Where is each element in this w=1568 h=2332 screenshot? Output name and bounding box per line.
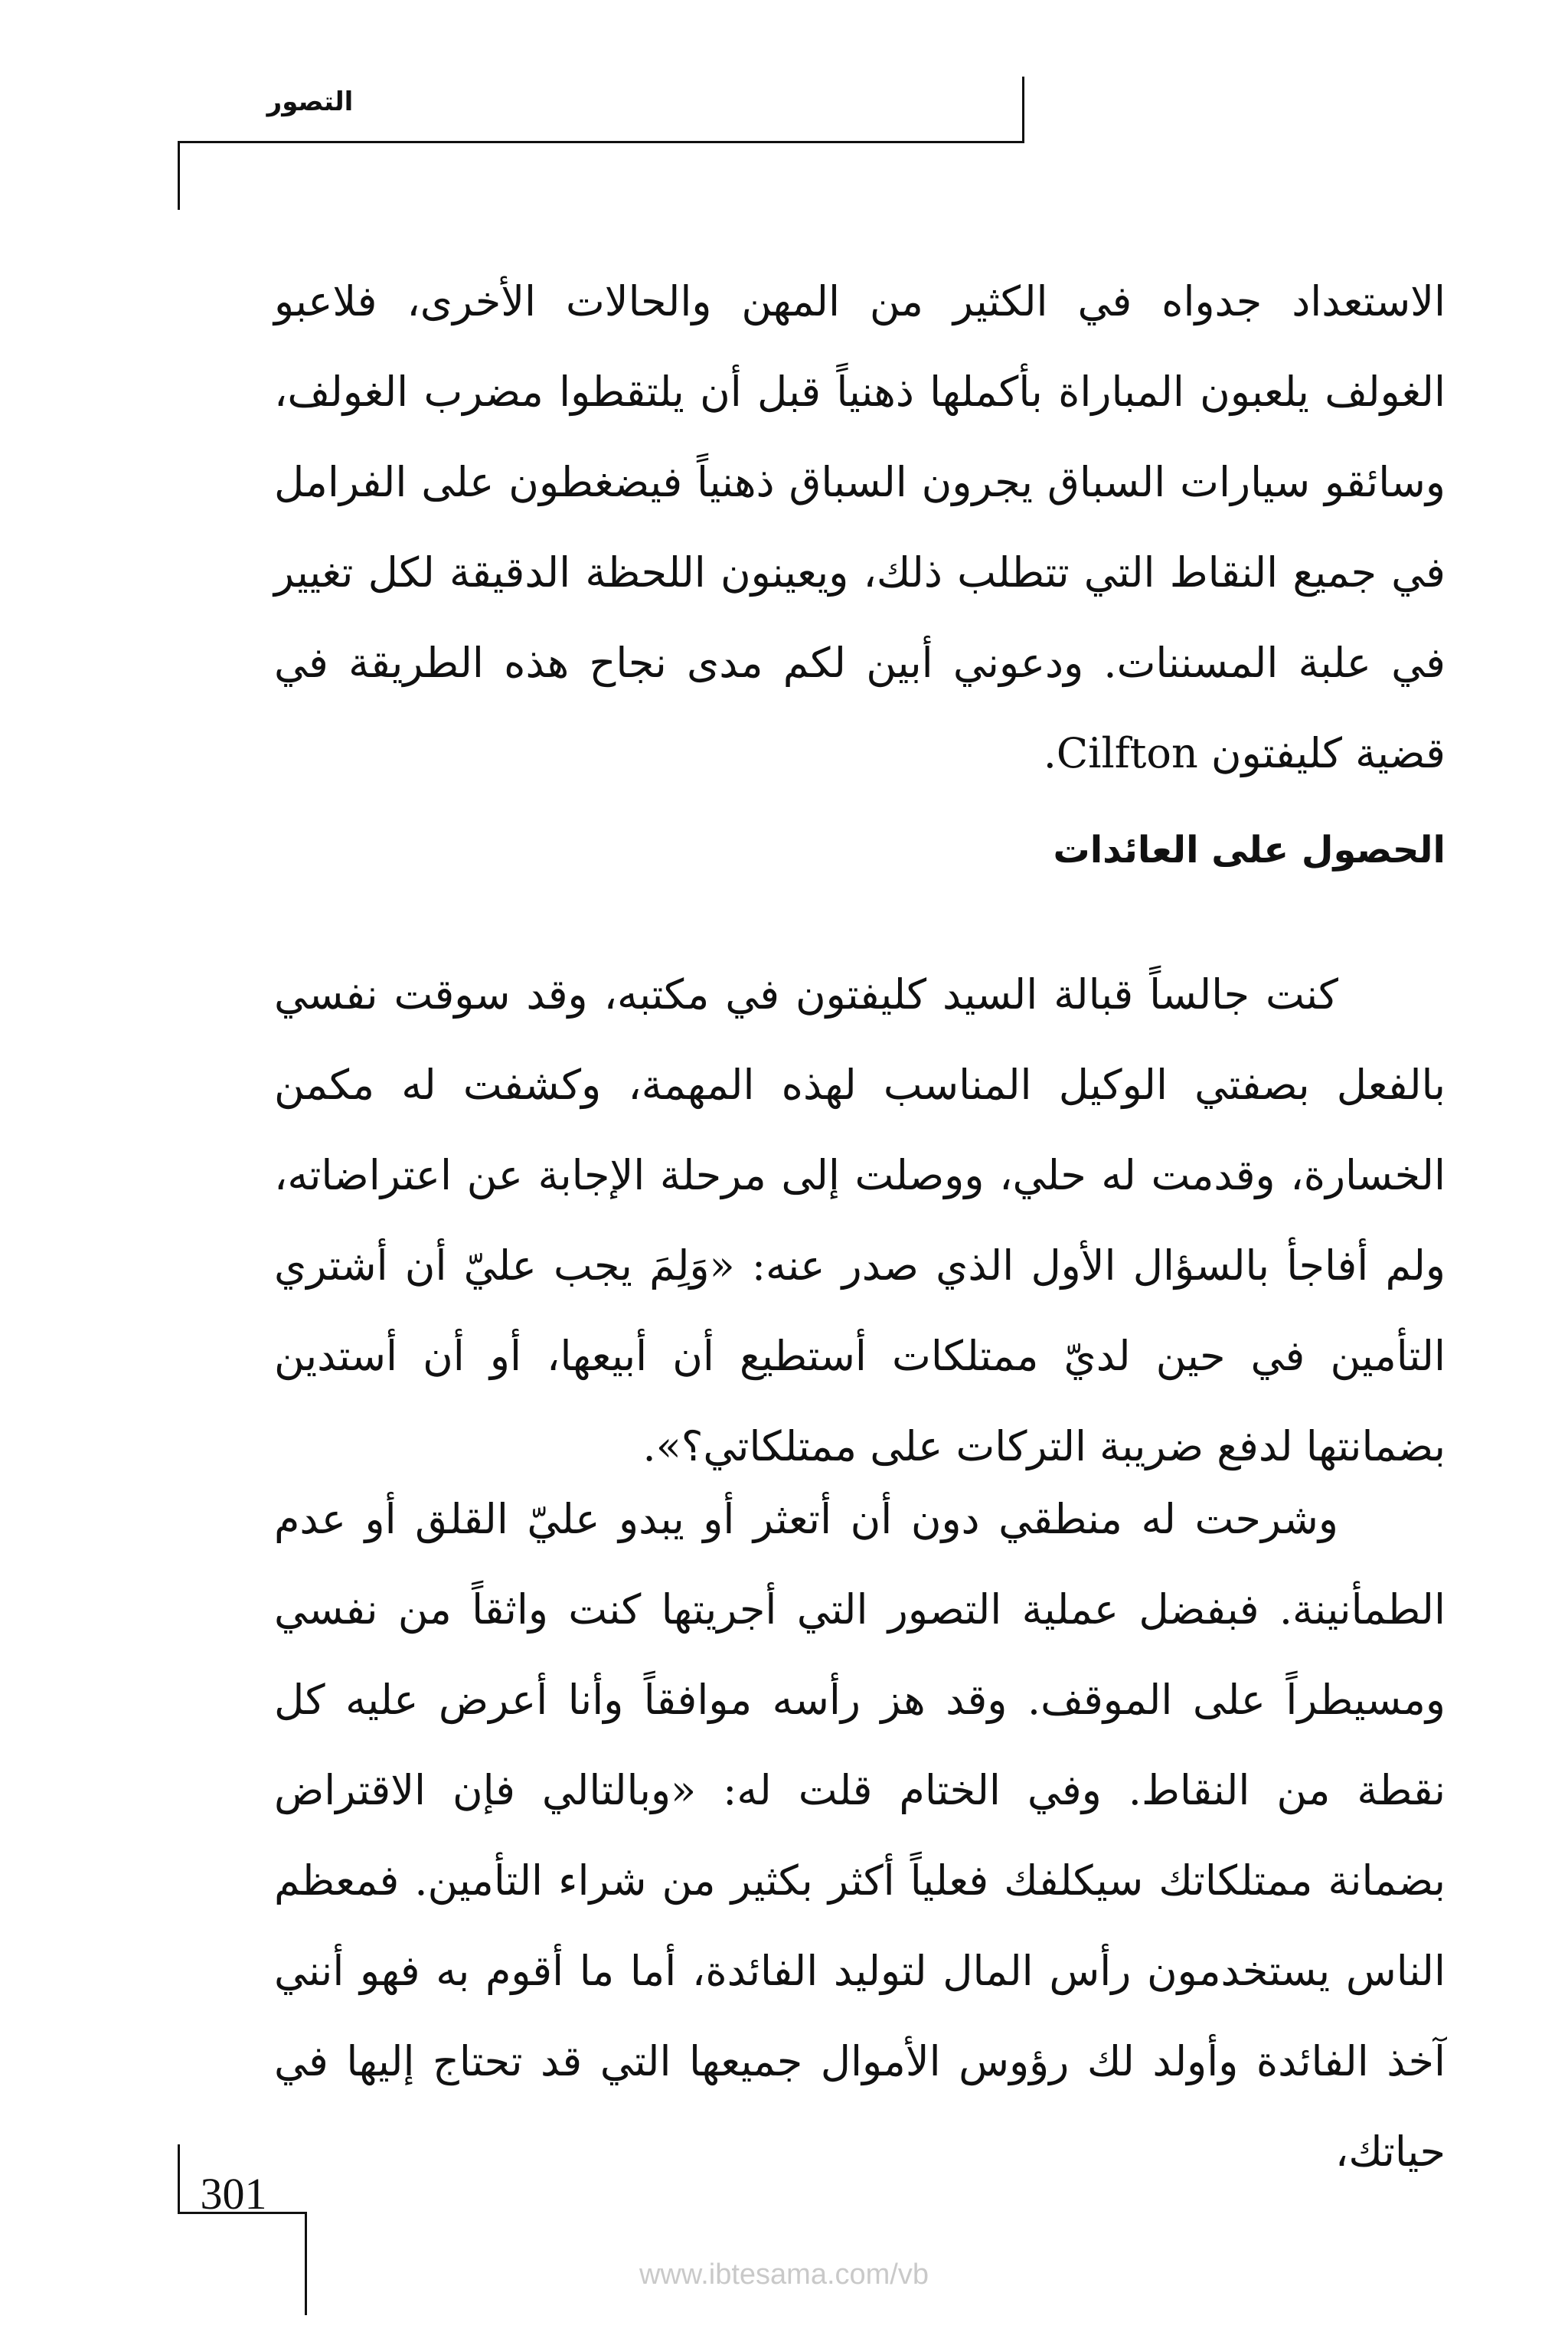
- section-heading: الحصول على العائدات: [1053, 829, 1446, 872]
- body-paragraph: كنت جالساً قبالة السيد كليفتون في مكتبه، وقد سوقت نفسي بالفعل بصفتي الوكيل المناسب لهذه المهمة، وكشفت له مكمن الخسارة، وقدمت له حلي، ووصلت إلى مرحلة الإجابة عن اعتراضاته، ولم أفاجأ بالسؤال الأول الذي صدر عنه: «وَلِمَ يجب عليّ أن أشتري التأمين في حين لديّ ممتلكات أستطيع أن أبيعها، أو أن أستدين بضمانتها لدفع ضريبة التركات على ممتلكاتي؟».: [274, 970, 1446, 1470]
- header-rule: [178, 141, 1024, 143]
- header-rule-right-tick: [1022, 77, 1024, 143]
- watermark-url: www.ibtesama.com/vb: [639, 2258, 929, 2291]
- section-paragraph-block-1: [274, 950, 1446, 1492]
- header-rule-left-tick: [178, 141, 180, 210]
- page-number: 301: [200, 2169, 267, 2219]
- intro-paragraph: الاستعداد جدواه في الكثير من المهن والحالات الأخرى، فلاعبو الغولف يلعبون المباراة بأكملها ذهنياً قبل أن يلتقطوا مضرب الغولف، وسائقو سيارات السباق يجرون السباق ذهنياً فيضغطون على الفرامل في جميع النقاط التي تتطلب ذلك، ويعينون اللحظة الدقيقة لكل تغيير في علبة المسننات. ودعوني أبين لكم مدى نجاح هذه الطريقة في قضية كليفتون Cilfton.: [274, 277, 1446, 777]
- intro-paragraph-block: [274, 257, 1446, 799]
- section-paragraph-block-2: [274, 1474, 1446, 2197]
- running-header: التصور: [266, 87, 354, 117]
- body-paragraph: وشرحت له منطقي دون أن أتعثر أو يبدو عليّ القلق أو عدم الطمأنينة. فبفضل عملية التصور التي أجريتها كنت واثقاً من نفسي ومسيطراً على الموقف. وقد هز رأسه موافقاً وأنا أعرض عليه كل نقطة من النقاط. وفي الختام قلت له: «وبالتالي فإن الاقتراض بضمانة ممتلكاتك سيكلفك فعلياً أكثر بكثير من شراء التأمين. فمعظم الناس يستخدمون رأس المال لتوليد الفائدة، أما ما أقوم به فهو أنني آخذ الفائدة وأولد لك رؤوس الأموال جميعها التي قد تحتاج إليها في حياتك،: [274, 1495, 1446, 2176]
